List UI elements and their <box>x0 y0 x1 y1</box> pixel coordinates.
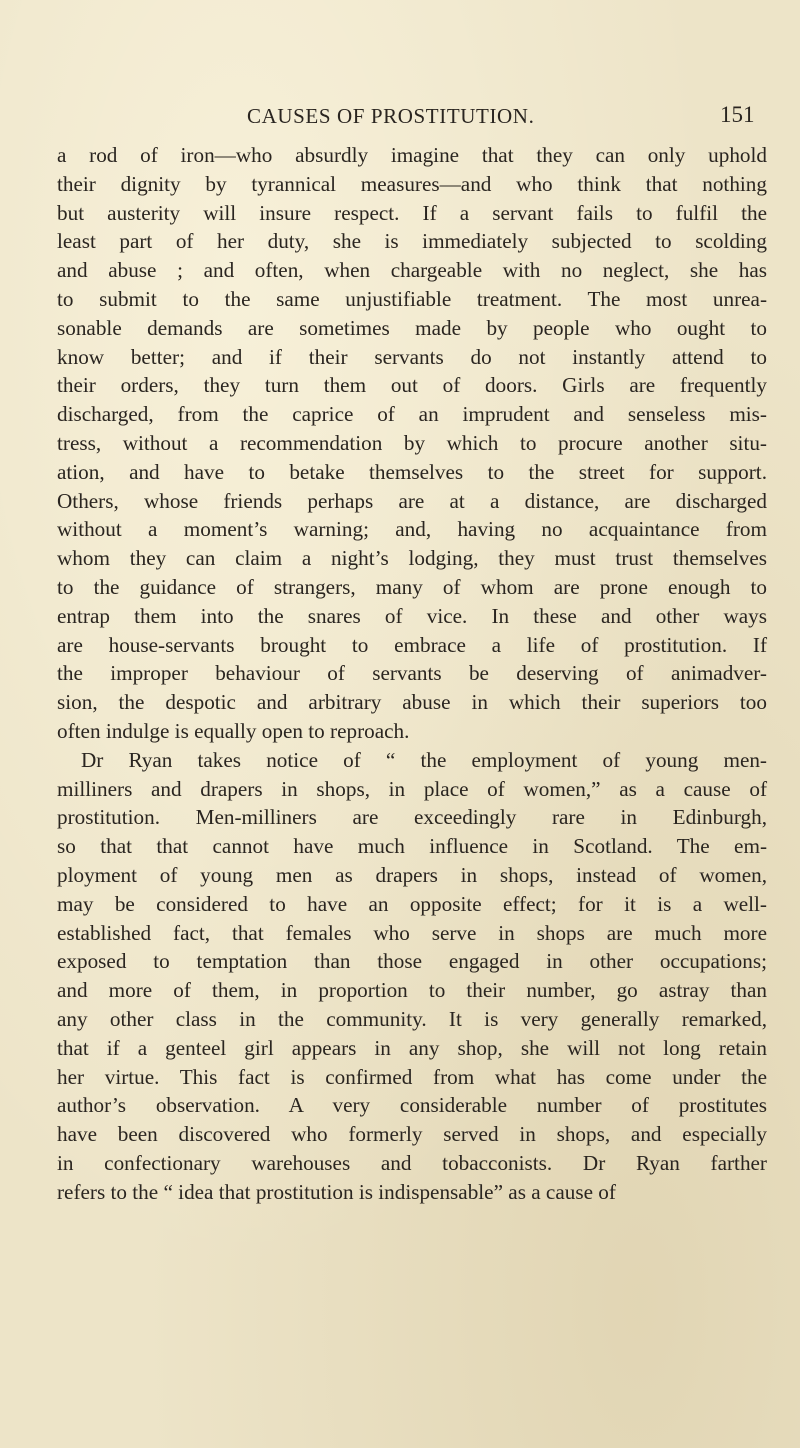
text-line: sion, the despotic and arbitrary abuse in which their superiors too <box>57 690 767 715</box>
text-line: ployment of young men as drapers in shops, instead of women, <box>57 862 767 887</box>
text-line: to the guidance of strangers, many of whom are prone enough to <box>57 574 767 599</box>
text-line: their dignity by tyrannical measures—and who think that nothing <box>57 171 767 196</box>
text-line: and abuse ; and often, when chargeable with no neglect, she has <box>57 258 767 283</box>
text-line: milliners and drapers in shops, in place of women,” as a cause of <box>57 776 767 801</box>
text-line: refers to the “ idea that prostitution is indispensable” as a cause of <box>57 1179 616 1204</box>
text-line: established fact, that females who serve in shops are much more <box>57 920 767 945</box>
body-text <box>57 141 767 1206</box>
text-line: Others, whose friends perhaps are at a distance, are discharged <box>57 488 767 513</box>
text-line: so that that cannot have much influence in Scotland. The em- <box>57 834 767 859</box>
text-line: in confectionary warehouses and tobacconists. Dr Ryan farther <box>57 1150 767 1175</box>
running-head-title: CAUSES OF PROSTITUTION. <box>247 104 535 128</box>
text-line: prostitution. Men-milliners are exceedingly rare in Edinburgh, <box>57 805 767 830</box>
text-line: but austerity will insure respect. If a servant fails to fulfil the <box>57 200 767 225</box>
text-line: have been discovered who formerly served in shops, and especially <box>57 1122 767 1147</box>
text-line: entrap them into the snares of vice. In these and other ways <box>57 603 767 628</box>
text-line: the improper behaviour of servants be deserving of animadver- <box>57 661 767 686</box>
text-line: least part of her duty, she is immediately subjected to scolding <box>57 229 767 254</box>
paragraph-start-line: Dr Ryan takes notice of “ the employment of young men- <box>81 747 767 772</box>
running-head <box>0 104 800 134</box>
text-line: and more of them, in proportion to their number, go astray than <box>57 978 767 1003</box>
page-number: 151 <box>720 102 755 127</box>
text-line: a rod of iron—who absurdly imagine that they can only uphold <box>57 143 767 167</box>
text-line: whom they can claim a night’s lodging, they must trust themselves <box>57 546 767 571</box>
text-line: her virtue. This fact is confirmed from what has come under the <box>57 1064 767 1089</box>
text-line: tress, without a recommendation by which to procure another situ- <box>57 430 767 455</box>
text-line: without a moment’s warning; and, having no acquaintance from <box>57 517 767 542</box>
text-line: to submit to the same unjustifiable treatment. The most unrea- <box>57 286 767 311</box>
text-line: may be considered to have an opposite effect; for it is a well- <box>57 891 767 916</box>
text-line: any other class in the community. It is very generally remarked, <box>57 1006 767 1031</box>
text-line: sonable demands are sometimes made by people who ought to <box>57 315 767 340</box>
paragraph-end-line: often indulge is equally open to reproach. <box>57 718 410 743</box>
text-line: know better; and if their servants do not instantly attend to <box>57 344 767 369</box>
text-line: author’s observation. A very considerable number of prostitutes <box>57 1093 767 1118</box>
text-line: discharged, from the caprice of an imprudent and senseless mis- <box>57 402 767 427</box>
text-line: their orders, they turn them out of doors. Girls are frequently <box>57 373 767 398</box>
text-line: are house-servants brought to embrace a life of prostitution. If <box>57 632 767 657</box>
text-line: exposed to temptation than those engaged in other occupations; <box>57 949 767 974</box>
text-line: ation, and have to betake themselves to the street for support. <box>57 459 767 484</box>
text-line: that if a genteel girl appears in any shop, she will not long retain <box>57 1035 767 1060</box>
